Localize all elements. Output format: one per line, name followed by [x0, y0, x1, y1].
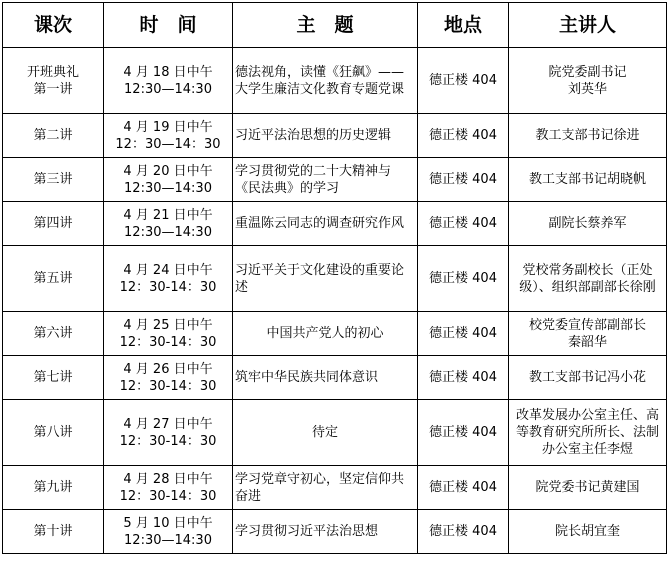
location-cell: 德正楼 404 — [418, 246, 509, 312]
header-location: 地点 — [418, 3, 509, 48]
speaker-cell: 副院长蔡养军 — [509, 202, 667, 246]
header-row — [3, 3, 667, 48]
session-cell: 第二讲 — [3, 114, 104, 158]
location-cell: 德正楼 404 — [418, 48, 509, 114]
session-cell: 第九讲 — [3, 466, 104, 510]
location-cell: 德正楼 404 — [418, 356, 509, 400]
session-cell: 第八讲 — [3, 400, 104, 466]
session-cell: 第七讲 — [3, 356, 104, 400]
time-cell: 4 月 26 日中午 12：30-14：30 — [104, 356, 233, 400]
session-cell: 第十讲 — [3, 510, 104, 554]
table-row — [3, 48, 667, 114]
table-row — [3, 246, 667, 312]
location-cell: 德正楼 404 — [418, 466, 509, 510]
session-cell: 第五讲 — [3, 246, 104, 312]
location-cell: 德正楼 404 — [418, 510, 509, 554]
speaker-cell: 校党委宣传部副部长 秦韶华 — [509, 312, 667, 356]
time-cell: 4 月 20 日中午 12:30—14:30 — [104, 158, 233, 202]
table-row — [3, 114, 667, 158]
schedule-table — [2, 2, 667, 554]
time-cell: 4 月 27 日中午 12：30-14：30 — [104, 400, 233, 466]
speaker-cell: 教工支部书记冯小花 — [509, 356, 667, 400]
session-cell: 第三讲 — [3, 158, 104, 202]
topic-cell: 德法视角，读懂《狂飙》——大学生廉洁文化教育专题党课 — [233, 48, 418, 114]
time-cell: 4 月 18 日中午 12:30—14:30 — [104, 48, 233, 114]
header-session: 课次 — [3, 3, 104, 48]
topic-cell: 学习党章守初心，坚定信仰共奋进 — [233, 466, 418, 510]
table-row — [3, 312, 667, 356]
session-cell: 第四讲 — [3, 202, 104, 246]
topic-cell: 学习贯彻习近平法治思想 — [233, 510, 418, 554]
time-cell: 4 月 21 日中午 12:30—14:30 — [104, 202, 233, 246]
location-cell: 德正楼 404 — [418, 158, 509, 202]
session-cell: 第六讲 — [3, 312, 104, 356]
session-cell: 开班典礼 第一讲 — [3, 48, 104, 114]
header-time: 时 间 — [104, 3, 233, 48]
schedule-body — [3, 48, 667, 554]
topic-cell: 习近平法治思想的历史逻辑 — [233, 114, 418, 158]
topic-cell: 学习贯彻党的二十大精神与《民法典》的学习 — [233, 158, 418, 202]
table-row — [3, 202, 667, 246]
speaker-cell: 院长胡宜奎 — [509, 510, 667, 554]
table-row — [3, 466, 667, 510]
table-row — [3, 510, 667, 554]
time-cell: 4 月 24 日中午 12：30-14：30 — [104, 246, 233, 312]
time-cell: 4 月 25 日中午 12：30-14：30 — [104, 312, 233, 356]
header-speaker: 主讲人 — [509, 3, 667, 48]
topic-cell: 习近平关于文化建设的重要论述 — [233, 246, 418, 312]
time-cell: 5 月 10 日中午 12:30—14:30 — [104, 510, 233, 554]
speaker-cell: 教工支部书记徐进 — [509, 114, 667, 158]
location-cell: 德正楼 404 — [418, 312, 509, 356]
speaker-cell: 院党委副书记 刘英华 — [509, 48, 667, 114]
topic-cell: 待定 — [233, 400, 418, 466]
topic-cell: 筑牢中华民族共同体意识 — [233, 356, 418, 400]
time-cell: 4 月 19 日中午 12：30—14：30 — [104, 114, 233, 158]
location-cell: 德正楼 404 — [418, 114, 509, 158]
topic-cell: 中国共产党人的初心 — [233, 312, 418, 356]
table-row — [3, 400, 667, 466]
speaker-cell: 改革发展办公室主任、高等教育研究所所长、法制办公室主任李煜 — [509, 400, 667, 466]
topic-cell: 重温陈云同志的调查研究作风 — [233, 202, 418, 246]
speaker-cell: 教工支部书记胡晓帆 — [509, 158, 667, 202]
header-topic: 主 题 — [233, 3, 418, 48]
time-cell: 4 月 28 日中午 12：30-14：30 — [104, 466, 233, 510]
speaker-cell: 院党委书记黄建国 — [509, 466, 667, 510]
table-row — [3, 158, 667, 202]
location-cell: 德正楼 404 — [418, 400, 509, 466]
location-cell: 德正楼 404 — [418, 202, 509, 246]
table-row — [3, 356, 667, 400]
speaker-cell: 党校常务副校长（正处级）、组织部副部长徐刚 — [509, 246, 667, 312]
